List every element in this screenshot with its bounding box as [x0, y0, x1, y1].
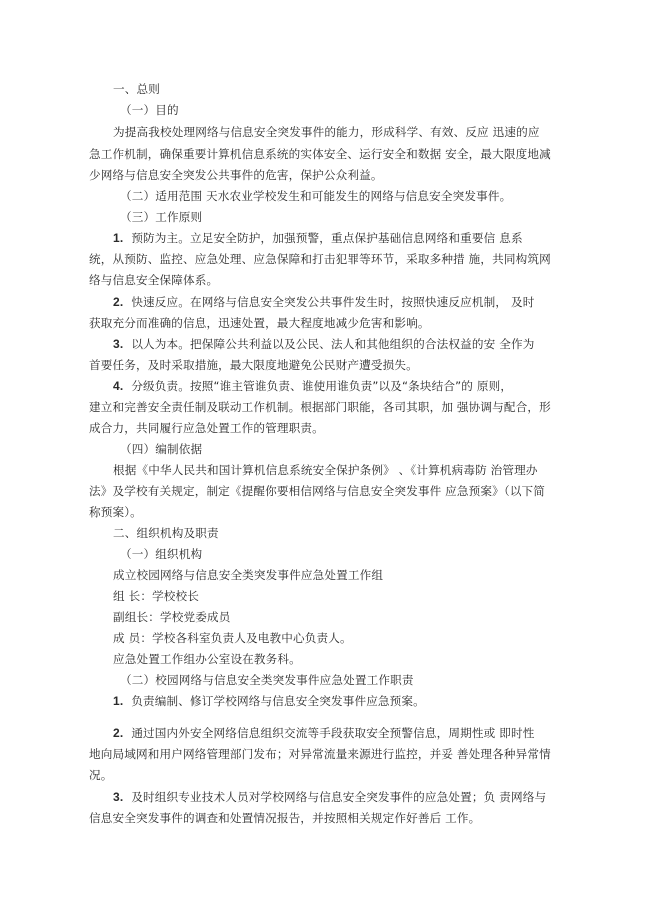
org-line: 成立校园网络与信息安全类突发事件应急处置工作组: [113, 568, 384, 582]
subheading-basis: （四）编制依据: [120, 442, 203, 456]
duty-2-line: 地向局域网和用户网络管理部门发布；对异常流量来源进行监控，并妥 善处理各种异常情: [89, 747, 551, 761]
principle-1-line: 络与信息安全保障体系。: [89, 273, 219, 287]
duty-3-line: 信息安全突发事件的调查和处置情况报告，并按照相关规定作好善后 工作。: [89, 811, 481, 825]
principle-number: 2.: [113, 295, 124, 309]
principle-4-line: 成合力，共同履行应急处置工作的管理职责。: [89, 421, 324, 435]
subheading-organization: （一）组织机构: [120, 547, 203, 561]
paragraph-purpose-line: 少网络与信息安全突发公共事件的危害，保护公众利益。: [89, 168, 383, 182]
duty-number: 2.: [113, 726, 124, 740]
paragraph-basis-line: 法》及学校有关规定，制定《提醒你要相信网络与信息安全突发事件 应急预案》（以下简: [89, 484, 546, 498]
duty-number: 1.: [113, 694, 124, 708]
paragraph-basis-line: 称预案）。: [89, 505, 142, 519]
paragraph-purpose-line: 为提高我校处理网络与信息安全突发事件的能力，形成科学、有效、反应 迅速的应: [113, 125, 540, 139]
principle-2-line: 获取充分而准确的信息，迅速处置，最大程度地减少危害和影响。: [89, 316, 430, 330]
subheading-principles: （三）工作原则: [120, 210, 203, 224]
principle-number: 4.: [113, 379, 124, 393]
subheading-duties: （二）校园网络与信息安全类突发事件应急处置工作职责: [120, 673, 414, 687]
org-line-leader: 组 长：学校校长: [113, 589, 200, 603]
subheading-scope: （二）适用范围 天水农业学校发生和可能发生的网络与信息安全突发事件。: [120, 189, 512, 203]
principle-1-line: 统，从预防、监控、应急处理、应急保障和打击犯罪等环节，采取多种措 施，共同构筑网: [89, 252, 551, 266]
principle-4-line: 4. 分级负责。按照“谁主管谁负责、谁使用谁负责”以及“条块结合”的 原则，: [113, 379, 513, 393]
principle-2-line: 2. 快速反应。在网络与信息安全突发公共事件发生时，按照快速反应机制， 及时: [113, 295, 535, 309]
principle-3-line: 首要任务，及时采取措施，最大限度地避免公民财产遭受损失。: [89, 358, 418, 372]
subheading-purpose: （一）目的: [120, 103, 179, 117]
principle-3-line: 3. 以人为本。把保障公共利益以及公民、法人和其他组织的合法权益的安 全作为: [113, 337, 535, 351]
org-line-members: 成 员：学校各科室负责人及电教中心负责人。: [113, 631, 352, 645]
org-line-deputy: 副组长：学校党委成员: [113, 610, 231, 624]
duty-number: 3.: [113, 790, 124, 804]
duty-1-line: 1. 负责编制、修订学校网络与信息安全突发事件应急预案。: [113, 694, 425, 708]
paragraph-purpose-line: 急工作机制，确保重要计算机信息系统的实体安全、运行安全和数据 安全，最大限度地减: [89, 147, 551, 161]
section-heading-general: 一、总则: [113, 82, 160, 96]
org-line-office: 应急处置工作组办公室设在教务科。: [113, 652, 301, 666]
duty-2-line: 况。: [89, 768, 113, 782]
paragraph-basis-line: 根据《中华人民共和国计算机信息系统安全保护条例》 、《计算机病毒防 治管理办: [113, 463, 538, 477]
principle-number: 3.: [113, 337, 124, 351]
section-heading-organization: 二、组织机构及职责: [113, 526, 219, 540]
principle-1-line: 1. 预防为主。立足安全防护，加强预警，重点保护基础信息网络和重要信 息系: [113, 231, 523, 245]
duty-3-line: 3. 及时组织专业技术人员对学校网络与信息安全突发事件的应急处置；负 责网络与: [113, 790, 547, 804]
duty-2-line: 2. 通过国内外安全网络信息组织交流等手段获取安全预警信息，周期性或 即时性: [113, 726, 535, 740]
principle-number: 1.: [113, 231, 124, 245]
principle-4-line: 建立和完善安全责任制及联动工作机制。根据部门职能，各司其职，加 强协调与配合，形: [89, 400, 551, 414]
